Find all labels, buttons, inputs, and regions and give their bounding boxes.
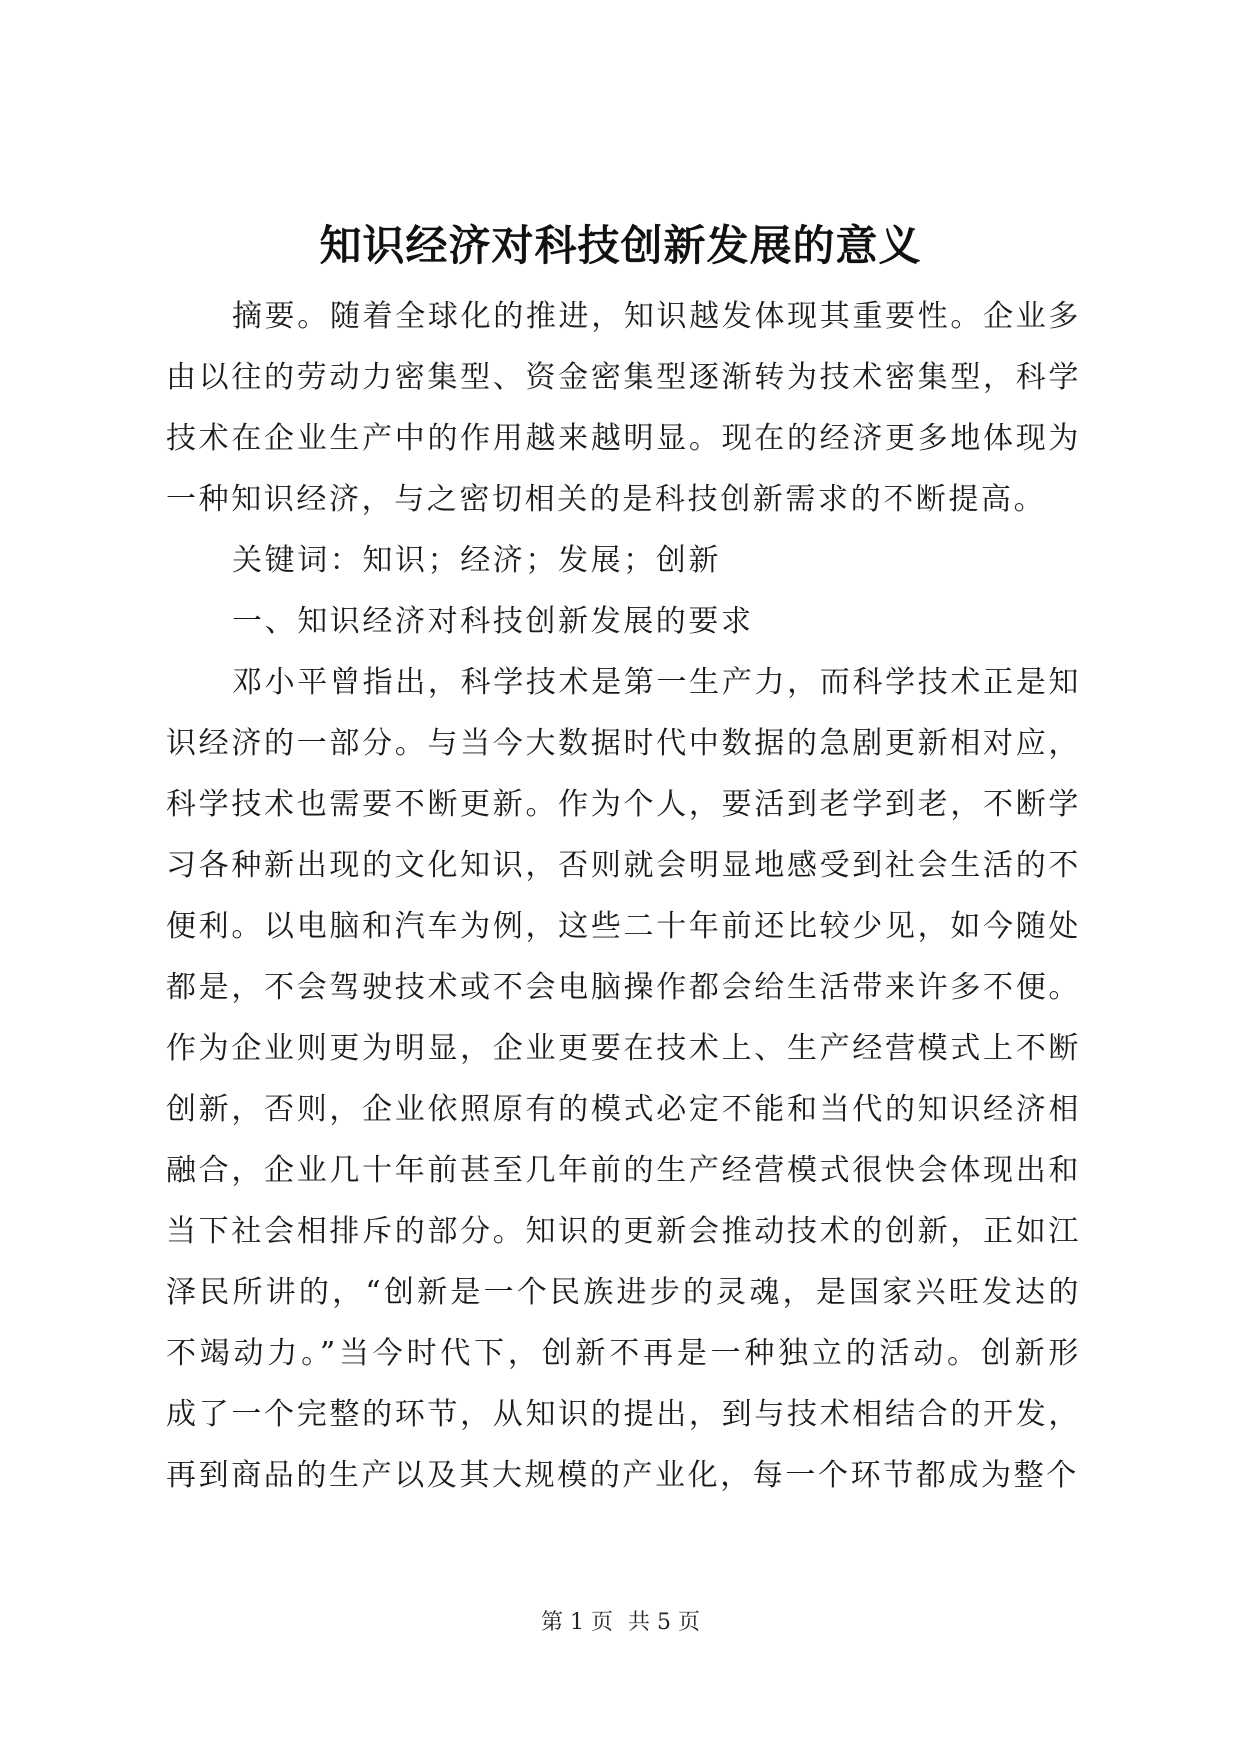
- page-footer: [0, 1608, 1241, 1638]
- page-number: 第 1 页: [541, 1610, 613, 1635]
- section-heading: 一、知识经济对科技创新发展的要求: [232, 604, 754, 639]
- keywords-paragraph: 关键词：知识；经济；发展；创新: [232, 543, 721, 578]
- abstract-paragraph: 摘要。随着全球化的推进，知识越发体现其重要性。企业多由以往的劳动力密集型、资金密集型逐渐转为技术密集型，科学技术在企业生产中的作用越来越明显。现在的经济更多地体现为一种知识经济，与之密切相关的是科技创新需求的不断提高。: [166, 299, 1081, 517]
- page-title: 知识经济对科技创新发展的意义: [319, 221, 922, 270]
- document-body: [166, 286, 1081, 1506]
- body-paragraph: 邓小平曾指出，科学技术是第一生产力，而科学技术正是知识经济的一部分。与当今大数据时代中数据的急剧更新相对应，科学技术也需要不断更新。作为个人，要活到老学到老，不断学习各种新出现的文化知识，否则就会明显地感受到社会生活的不便利。以电脑和汽车为例，这些二十年前还比较少见，如今随处都是，不会驾驶技术或不会电脑操作都会给生活带来许多不便。作为企业则更为明显，企业更要在技术上、生产经营模式上不断创新，否则，企业依照原有的模式必定不能和当代的知识经济相融合，企业几十年前甚至几年前的生产经营模式很快会体现出和当下社会相排斥的部分。知识的更新会推动技术的创新，正如江泽民所讲的，“创新是一个民族进步的灵魂，是国家兴旺发达的不竭动力。”当今时代下，创新不再是一种独立的活动。创新形成了一个完整的环节，从知识的提出，到与技术相结合的开发，再到商品的生产以及其大规模的产业化，每一个环节都成为整个: [166, 665, 1081, 1493]
- page-total: 共 5 页: [628, 1610, 700, 1635]
